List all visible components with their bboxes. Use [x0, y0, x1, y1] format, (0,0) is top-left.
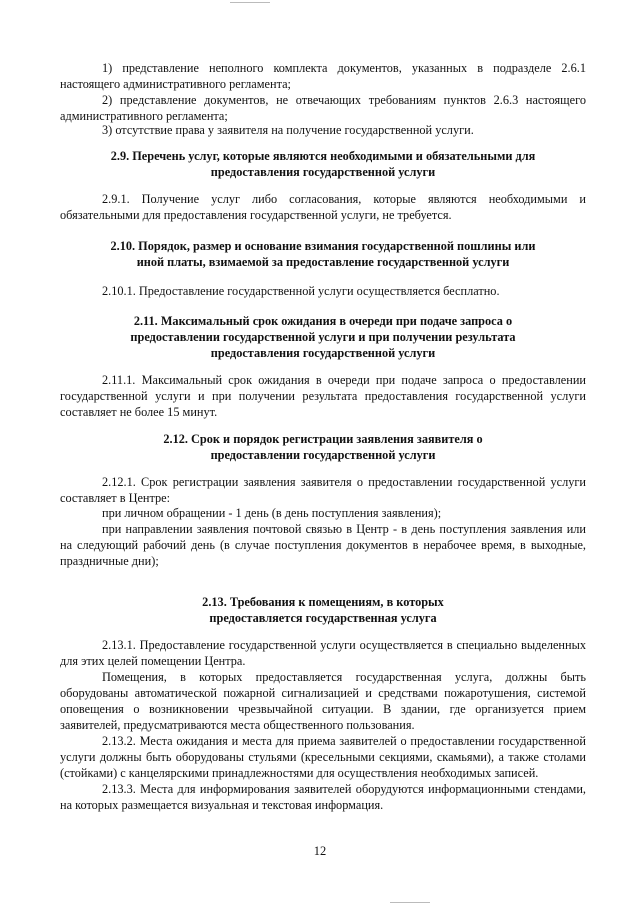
section-2-11-heading: 2.11. Максимальный срок ожидания в очереди при подаче запроса о предоставлении государственной услуги и при получении результата предоставления государственной услуги: [130, 314, 516, 360]
paragraph-2-11-1: 2.11.1. Максимальный срок ожидания в очереди при подаче запроса о предоставлении государственной услуги и при получении результата предоставления государственной услуги составляет не более 15 минут.: [60, 373, 586, 419]
section-2-13-heading: 2.13. Требования к помещениям, в которых предоставляется государственная услуга: [202, 595, 444, 625]
paragraph-2-13-premises: Помещения, в которых предоставляется государственная услуга, должны быть оборудованы автоматической пожарной сигнализацией и средствами пожаротушения, системой оповещения о возникновении чрезвычайной ситуации. В здании, где организуется прием заявителей, предусматриваются места общественного пользования.: [60, 670, 586, 732]
paragraph-2-9-1: 2.9.1. Получение услуг либо согласования, которые являются необходимыми и обязательными для предоставления государственной услуги, не требуется.: [60, 192, 586, 222]
list-item-2: 2) представление документов, не отвечающих требованиям пунктов 2.6.3 настоящего административного регламента;: [60, 93, 586, 123]
section-2-12-heading: 2.12. Срок и порядок регистрации заявления заявителя о предоставлении государственной услуги: [163, 432, 483, 462]
paragraph-2-10-1: 2.10.1. Предоставление государственной услуги осуществляется бесплатно.: [102, 284, 500, 298]
scan-artifact: [390, 902, 430, 903]
list-item-3: 3) отсутствие права у заявителя на получение государственной услуги.: [102, 123, 474, 137]
section-2-10-heading: 2.10. Порядок, размер и основание взимания государственной пошлины или иной платы, взимаемой за предоставление государственной услуги: [110, 239, 536, 269]
scan-artifact: [230, 2, 270, 3]
paragraph-2-13-1: 2.13.1. Предоставление государственной услуги осуществляется в специально выделенных для этих целей помещении Центра.: [60, 638, 586, 668]
paragraph-2-13-3: 2.13.3. Места для информирования заявителей оборудуются информационными стендами, на которых размещается визуальная и текстовая информация.: [60, 782, 586, 812]
page-number: 12: [313, 844, 327, 858]
paragraph-2-12-1: 2.12.1. Срок регистрации заявления заявителя о предоставлении государственной услуги составляет в Центре:: [60, 475, 586, 505]
paragraph-2-12-personal: при личном обращении - 1 день (в день поступления заявления);: [102, 506, 442, 520]
paragraph-2-12-mail: при направлении заявления почтовой связью в Центр - в день поступления заявления или на следующий рабочий день (в случае поступления документов в нерабочее время, в выходные, праздничные дни);: [60, 522, 586, 568]
section-2-9-heading: 2.9. Перечень услуг, которые являются необходимыми и обязательными для предоставления государственной услуги: [110, 149, 536, 179]
list-item-1: 1) представление неполного комплекта документов, указанных в подразделе 2.6.1 настоящего административного регламента;: [60, 61, 586, 91]
paragraph-2-13-2: 2.13.2. Места ожидания и места для приема заявителей о предоставлении государственной услуги должны быть оборудованы стульями (кресельными секциями, скамьями), а также столами (стойками) с канцелярскими принадлежностями для осуществления необходимых записей.: [60, 734, 586, 780]
